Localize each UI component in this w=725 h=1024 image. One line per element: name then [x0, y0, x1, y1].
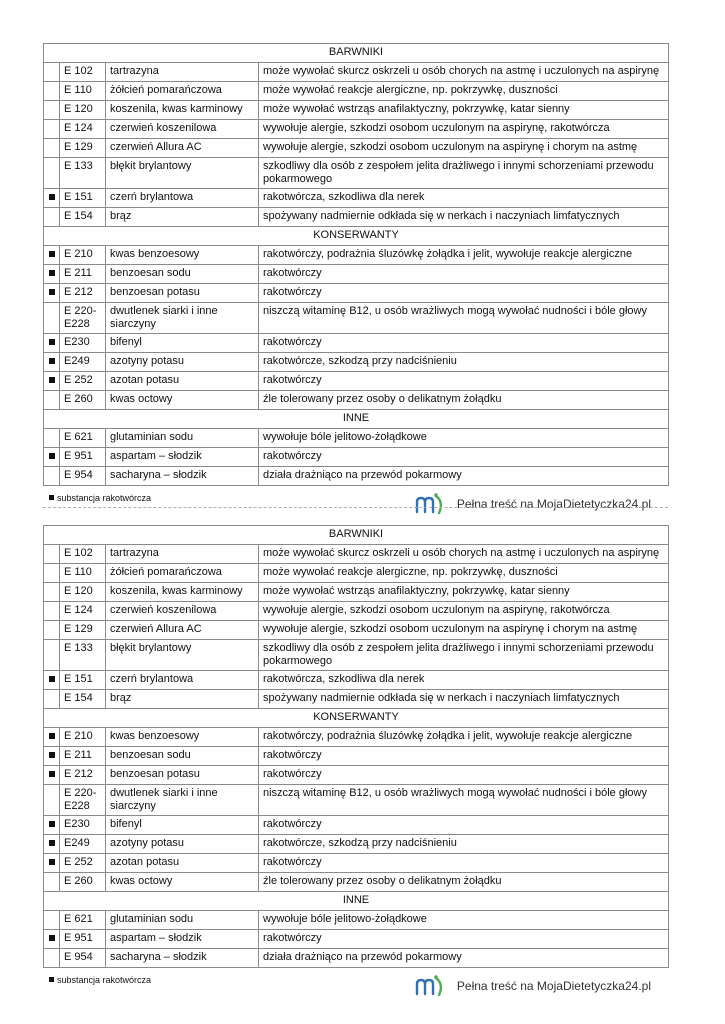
- table-footer: [43, 486, 668, 518]
- additive-name-cell: czerwień koszenilowa: [106, 120, 259, 139]
- effect-cell: może wywołać wstrząs anafilaktyczny, pokrzywkę, katar sienny: [259, 101, 669, 120]
- black-square-icon: [49, 752, 55, 758]
- table-row: [44, 158, 669, 189]
- table-row: [44, 284, 669, 303]
- carcinogen-marker-cell: [44, 621, 60, 640]
- black-square-icon: [49, 733, 55, 739]
- e-number-cell: E 151: [60, 671, 106, 690]
- additive-name-cell: azotyny potasu: [106, 835, 259, 854]
- additive-name-cell: glutaminian sodu: [106, 429, 259, 448]
- table-row: [44, 854, 669, 873]
- carcinogen-marker-cell: [44, 334, 60, 353]
- e-number-cell: E 212: [60, 284, 106, 303]
- e-number-cell: E 124: [60, 602, 106, 621]
- e-number-cell: E 154: [60, 690, 106, 709]
- carcinogen-marker-cell: [44, 949, 60, 968]
- e-number-cell: E 260: [60, 873, 106, 892]
- additive-name-cell: kwas octowy: [106, 391, 259, 410]
- table-row: [44, 429, 669, 448]
- effect-cell: rakotwórczy: [259, 372, 669, 391]
- e-number-cell: E 102: [60, 63, 106, 82]
- black-square-icon: [49, 495, 54, 500]
- carcinogen-marker-cell: [44, 690, 60, 709]
- brand-text: Pełna treść na MojaDietetyczka24.pl: [456, 497, 651, 511]
- cut-line-divider: [43, 507, 668, 508]
- e-number-cell: E 102: [60, 545, 106, 564]
- additive-name-cell: azotan potasu: [106, 854, 259, 873]
- e-number-cell: E 954: [60, 949, 106, 968]
- table-row: [44, 246, 669, 265]
- black-square-icon: [49, 676, 55, 682]
- black-square-icon: [49, 270, 55, 276]
- carcinogen-marker-cell: [44, 372, 60, 391]
- additive-name-cell: dwutlenek siarki i inne siarczyny: [106, 785, 259, 816]
- effect-cell: wywołuje bóle jelitowo-żołądkowe: [259, 429, 669, 448]
- table-row: [44, 690, 669, 709]
- black-square-icon: [49, 194, 55, 200]
- carcinogen-marker-cell: [44, 911, 60, 930]
- table-row: [44, 545, 669, 564]
- table-row: [44, 602, 669, 621]
- additive-name-cell: czerwień koszenilowa: [106, 602, 259, 621]
- effect-cell: rakotwórczy: [259, 816, 669, 835]
- table-row: [44, 303, 669, 334]
- table-row: [44, 120, 669, 139]
- effect-cell: działa drażniąco na przewód pokarmowy: [259, 467, 669, 486]
- effect-cell: niszczą witaminę B12, u osób wrażliwych mogą wywołać nudności i bóle głowy: [259, 303, 669, 334]
- table-row: [44, 728, 669, 747]
- sheet-copy-top: [43, 43, 668, 518]
- effect-cell: może wywołać reakcje alergiczne, np. pokrzywkę, duszności: [259, 564, 669, 583]
- carcinogen-marker-cell: [44, 265, 60, 284]
- additive-name-cell: aspartam – słodzik: [106, 930, 259, 949]
- e-number-cell: E 220-E228: [60, 303, 106, 334]
- e-number-cell: E 252: [60, 372, 106, 391]
- effect-cell: wywołuje alergie, szkodzi osobom uczulonym na aspirynę i chorym na astmę: [259, 621, 669, 640]
- table-row: [44, 835, 669, 854]
- additive-name-cell: koszenila, kwas karminowy: [106, 583, 259, 602]
- additive-name-cell: bifenyl: [106, 334, 259, 353]
- black-square-icon: [49, 251, 55, 257]
- effect-cell: rakotwórczy: [259, 334, 669, 353]
- black-square-icon: [49, 453, 55, 459]
- additive-name-cell: koszenila, kwas karminowy: [106, 101, 259, 120]
- table-row: [44, 208, 669, 227]
- table-row: [44, 671, 669, 690]
- carcinogen-marker-cell: [44, 139, 60, 158]
- additive-name-cell: czerń brylantowa: [106, 671, 259, 690]
- section-header-row: [44, 227, 669, 246]
- additive-name-cell: tartrazyna: [106, 63, 259, 82]
- e-number-cell: E 220-E228: [60, 785, 106, 816]
- e-number-cell: E 260: [60, 391, 106, 410]
- carcinogen-marker-cell: [44, 930, 60, 949]
- brand-link[interactable]: [415, 973, 651, 999]
- e-number-cell: E 212: [60, 766, 106, 785]
- e-number-cell: E 124: [60, 120, 106, 139]
- black-square-icon: [49, 977, 54, 982]
- effect-cell: rakotwórczy: [259, 265, 669, 284]
- additive-name-cell: tartrazyna: [106, 545, 259, 564]
- e-number-cell: E 252: [60, 854, 106, 873]
- table-row: [44, 873, 669, 892]
- black-square-icon: [49, 358, 55, 364]
- section-header-row: [44, 892, 669, 911]
- additive-name-cell: błękit brylantowy: [106, 640, 259, 671]
- e-number-cell: E 120: [60, 583, 106, 602]
- section-title: INNE: [44, 892, 669, 911]
- table-row: [44, 747, 669, 766]
- additive-name-cell: azotyny potasu: [106, 353, 259, 372]
- table-row: [44, 139, 669, 158]
- black-square-icon: [49, 859, 55, 865]
- brand-link[interactable]: [415, 491, 651, 517]
- black-square-icon: [49, 771, 55, 777]
- effect-cell: wywołuje alergie, szkodzi osobom uczulonym na aspirynę i chorym na astmę: [259, 139, 669, 158]
- table-row: [44, 911, 669, 930]
- effect-cell: rakotwórczy: [259, 930, 669, 949]
- e-number-cell: E 211: [60, 265, 106, 284]
- effect-cell: działa drażniąco na przewód pokarmowy: [259, 949, 669, 968]
- section-header-row: [44, 709, 669, 728]
- carcinogen-marker-cell: [44, 284, 60, 303]
- effect-cell: rakotwórczy: [259, 448, 669, 467]
- table-row: [44, 101, 669, 120]
- effect-cell: spożywany nadmiernie odkłada się w nerkach i naczyniach limfatycznych: [259, 208, 669, 227]
- effect-cell: rakotwórczy: [259, 854, 669, 873]
- additives-table: [43, 43, 669, 486]
- table-row: [44, 621, 669, 640]
- black-square-icon: [49, 377, 55, 383]
- md-logo-icon: [415, 492, 445, 516]
- carcinogen-marker-cell: [44, 873, 60, 892]
- legend: [49, 493, 151, 503]
- table-footer: [43, 968, 668, 1000]
- section-header-row: [44, 526, 669, 545]
- additives-table: [43, 525, 669, 968]
- carcinogen-marker-cell: [44, 785, 60, 816]
- additive-name-cell: błękit brylantowy: [106, 158, 259, 189]
- carcinogen-marker-cell: [44, 671, 60, 690]
- black-square-icon: [49, 840, 55, 846]
- effect-cell: spożywany nadmiernie odkłada się w nerkach i naczyniach limfatycznych: [259, 690, 669, 709]
- additive-name-cell: benzoesan potasu: [106, 766, 259, 785]
- carcinogen-marker-cell: [44, 854, 60, 873]
- table-row: [44, 816, 669, 835]
- table-row: [44, 372, 669, 391]
- carcinogen-marker-cell: [44, 602, 60, 621]
- table-row: [44, 583, 669, 602]
- e-number-cell: E 133: [60, 158, 106, 189]
- carcinogen-marker-cell: [44, 101, 60, 120]
- e-number-cell: E 210: [60, 246, 106, 265]
- e-number-cell: E 110: [60, 564, 106, 583]
- section-title: BARWNIKI: [44, 44, 669, 63]
- carcinogen-marker-cell: [44, 816, 60, 835]
- e-number-cell: E 129: [60, 621, 106, 640]
- table-row: [44, 930, 669, 949]
- carcinogen-marker-cell: [44, 63, 60, 82]
- e-number-cell: E 129: [60, 139, 106, 158]
- additive-name-cell: żółcień pomarańczowa: [106, 564, 259, 583]
- effect-cell: rakotwórcze, szkodzą przy nadciśnieniu: [259, 353, 669, 372]
- table-row: [44, 82, 669, 101]
- black-square-icon: [49, 821, 55, 827]
- effect-cell: źle tolerowany przez osoby o delikatnym żołądku: [259, 873, 669, 892]
- additive-name-cell: kwas benzoesowy: [106, 728, 259, 747]
- table-row: [44, 766, 669, 785]
- effect-cell: rakotwórcza, szkodliwa dla nerek: [259, 189, 669, 208]
- additive-name-cell: czerwień Allura AC: [106, 139, 259, 158]
- section-title: BARWNIKI: [44, 526, 669, 545]
- effect-cell: rakotwórczy: [259, 284, 669, 303]
- carcinogen-marker-cell: [44, 564, 60, 583]
- sheet-copy-bottom: [43, 525, 668, 1000]
- section-header-row: [44, 410, 669, 429]
- carcinogen-marker-cell: [44, 583, 60, 602]
- carcinogen-marker-cell: [44, 640, 60, 671]
- table-row: [44, 949, 669, 968]
- additive-name-cell: glutaminian sodu: [106, 911, 259, 930]
- carcinogen-marker-cell: [44, 208, 60, 227]
- carcinogen-marker-cell: [44, 545, 60, 564]
- effect-cell: rakotwórczy, podrażnia śluzówkę żołądka i jelit, wywołuje reakcje alergiczne: [259, 728, 669, 747]
- carcinogen-marker-cell: [44, 448, 60, 467]
- effect-cell: rakotwórcza, szkodliwa dla nerek: [259, 671, 669, 690]
- e-number-cell: E249: [60, 353, 106, 372]
- e-number-cell: E230: [60, 334, 106, 353]
- carcinogen-marker-cell: [44, 766, 60, 785]
- legend: [49, 975, 151, 985]
- table-row: [44, 448, 669, 467]
- additive-name-cell: aspartam – słodzik: [106, 448, 259, 467]
- effect-cell: rakotwórczy: [259, 766, 669, 785]
- additive-name-cell: kwas octowy: [106, 873, 259, 892]
- table-row: [44, 189, 669, 208]
- e-number-cell: E 951: [60, 930, 106, 949]
- effect-cell: wywołuje alergie, szkodzi osobom uczulonym na aspirynę, rakotwórcza: [259, 120, 669, 139]
- carcinogen-marker-cell: [44, 467, 60, 486]
- carcinogen-marker-cell: [44, 158, 60, 189]
- effect-cell: szkodliwy dla osób z zespołem jelita drażliwego i innymi schorzeniami przewodu pokarmowego: [259, 158, 669, 189]
- e-number-cell: E 154: [60, 208, 106, 227]
- carcinogen-marker-cell: [44, 246, 60, 265]
- table-row: [44, 353, 669, 372]
- additive-name-cell: brąz: [106, 208, 259, 227]
- e-number-cell: E 210: [60, 728, 106, 747]
- black-square-icon: [49, 289, 55, 295]
- effect-cell: wywołuje bóle jelitowo-żołądkowe: [259, 911, 669, 930]
- additive-name-cell: sacharyna – słodzik: [106, 467, 259, 486]
- effect-cell: szkodliwy dla osób z zespołem jelita drażliwego i innymi schorzeniami przewodu pokarmowego: [259, 640, 669, 671]
- section-title: INNE: [44, 410, 669, 429]
- e-number-cell: E 211: [60, 747, 106, 766]
- e-number-cell: E 133: [60, 640, 106, 671]
- additive-name-cell: benzoesan sodu: [106, 265, 259, 284]
- carcinogen-marker-cell: [44, 391, 60, 410]
- additive-name-cell: sacharyna – słodzik: [106, 949, 259, 968]
- carcinogen-marker-cell: [44, 835, 60, 854]
- additive-name-cell: brąz: [106, 690, 259, 709]
- md-logo-icon: [415, 974, 445, 998]
- table-row: [44, 334, 669, 353]
- black-square-icon: [49, 339, 55, 345]
- e-number-cell: E 951: [60, 448, 106, 467]
- table-row: [44, 265, 669, 284]
- e-number-cell: E 120: [60, 101, 106, 120]
- e-number-cell: E 151: [60, 189, 106, 208]
- carcinogen-marker-cell: [44, 82, 60, 101]
- additive-name-cell: czerwień Allura AC: [106, 621, 259, 640]
- effect-cell: może wywołać reakcje alergiczne, np. pokrzywkę, duszności: [259, 82, 669, 101]
- effect-cell: niszczą witaminę B12, u osób wrażliwych mogą wywołać nudności i bóle głowy: [259, 785, 669, 816]
- carcinogen-marker-cell: [44, 353, 60, 372]
- e-number-cell: E249: [60, 835, 106, 854]
- black-square-icon: [49, 935, 55, 941]
- additive-name-cell: benzoesan potasu: [106, 284, 259, 303]
- carcinogen-marker-cell: [44, 303, 60, 334]
- table-row: [44, 785, 669, 816]
- section-header-row: [44, 44, 669, 63]
- effect-cell: rakotwórczy, podrażnia śluzówkę żołądka i jelit, wywołuje reakcje alergiczne: [259, 246, 669, 265]
- table-row: [44, 467, 669, 486]
- effect-cell: rakotwórcze, szkodzą przy nadciśnieniu: [259, 835, 669, 854]
- section-title: KONSERWANTY: [44, 709, 669, 728]
- effect-cell: wywołuje alergie, szkodzi osobom uczulonym na aspirynę, rakotwórcza: [259, 602, 669, 621]
- e-number-cell: E230: [60, 816, 106, 835]
- effect-cell: może wywołać skurcz oskrzeli u osób chorych na astmę i uczulonych na aspirynę: [259, 545, 669, 564]
- additive-name-cell: kwas benzoesowy: [106, 246, 259, 265]
- e-number-cell: E 110: [60, 82, 106, 101]
- effect-cell: może wywołać skurcz oskrzeli u osób chorych na astmę i uczulonych na aspirynę: [259, 63, 669, 82]
- additive-name-cell: czerń brylantowa: [106, 189, 259, 208]
- e-number-cell: E 954: [60, 467, 106, 486]
- carcinogen-marker-cell: [44, 189, 60, 208]
- table-row: [44, 564, 669, 583]
- effect-cell: może wywołać wstrząs anafilaktyczny, pokrzywkę, katar sienny: [259, 583, 669, 602]
- table-row: [44, 63, 669, 82]
- additive-name-cell: bifenyl: [106, 816, 259, 835]
- additive-name-cell: azotan potasu: [106, 372, 259, 391]
- section-title: KONSERWANTY: [44, 227, 669, 246]
- effect-cell: rakotwórczy: [259, 747, 669, 766]
- additive-name-cell: żółcień pomarańczowa: [106, 82, 259, 101]
- e-number-cell: E 621: [60, 429, 106, 448]
- e-number-cell: E 621: [60, 911, 106, 930]
- effect-cell: źle tolerowany przez osoby o delikatnym żołądku: [259, 391, 669, 410]
- additive-name-cell: dwutlenek siarki i inne siarczyny: [106, 303, 259, 334]
- carcinogen-marker-cell: [44, 120, 60, 139]
- table-row: [44, 640, 669, 671]
- additive-name-cell: benzoesan sodu: [106, 747, 259, 766]
- table-row: [44, 391, 669, 410]
- carcinogen-marker-cell: [44, 728, 60, 747]
- carcinogen-marker-cell: [44, 747, 60, 766]
- legend-text: substancja rakotwórcza: [57, 493, 152, 503]
- brand-text: Pełna treść na MojaDietetyczka24.pl: [456, 979, 651, 993]
- legend-text: substancja rakotwórcza: [57, 975, 152, 985]
- carcinogen-marker-cell: [44, 429, 60, 448]
